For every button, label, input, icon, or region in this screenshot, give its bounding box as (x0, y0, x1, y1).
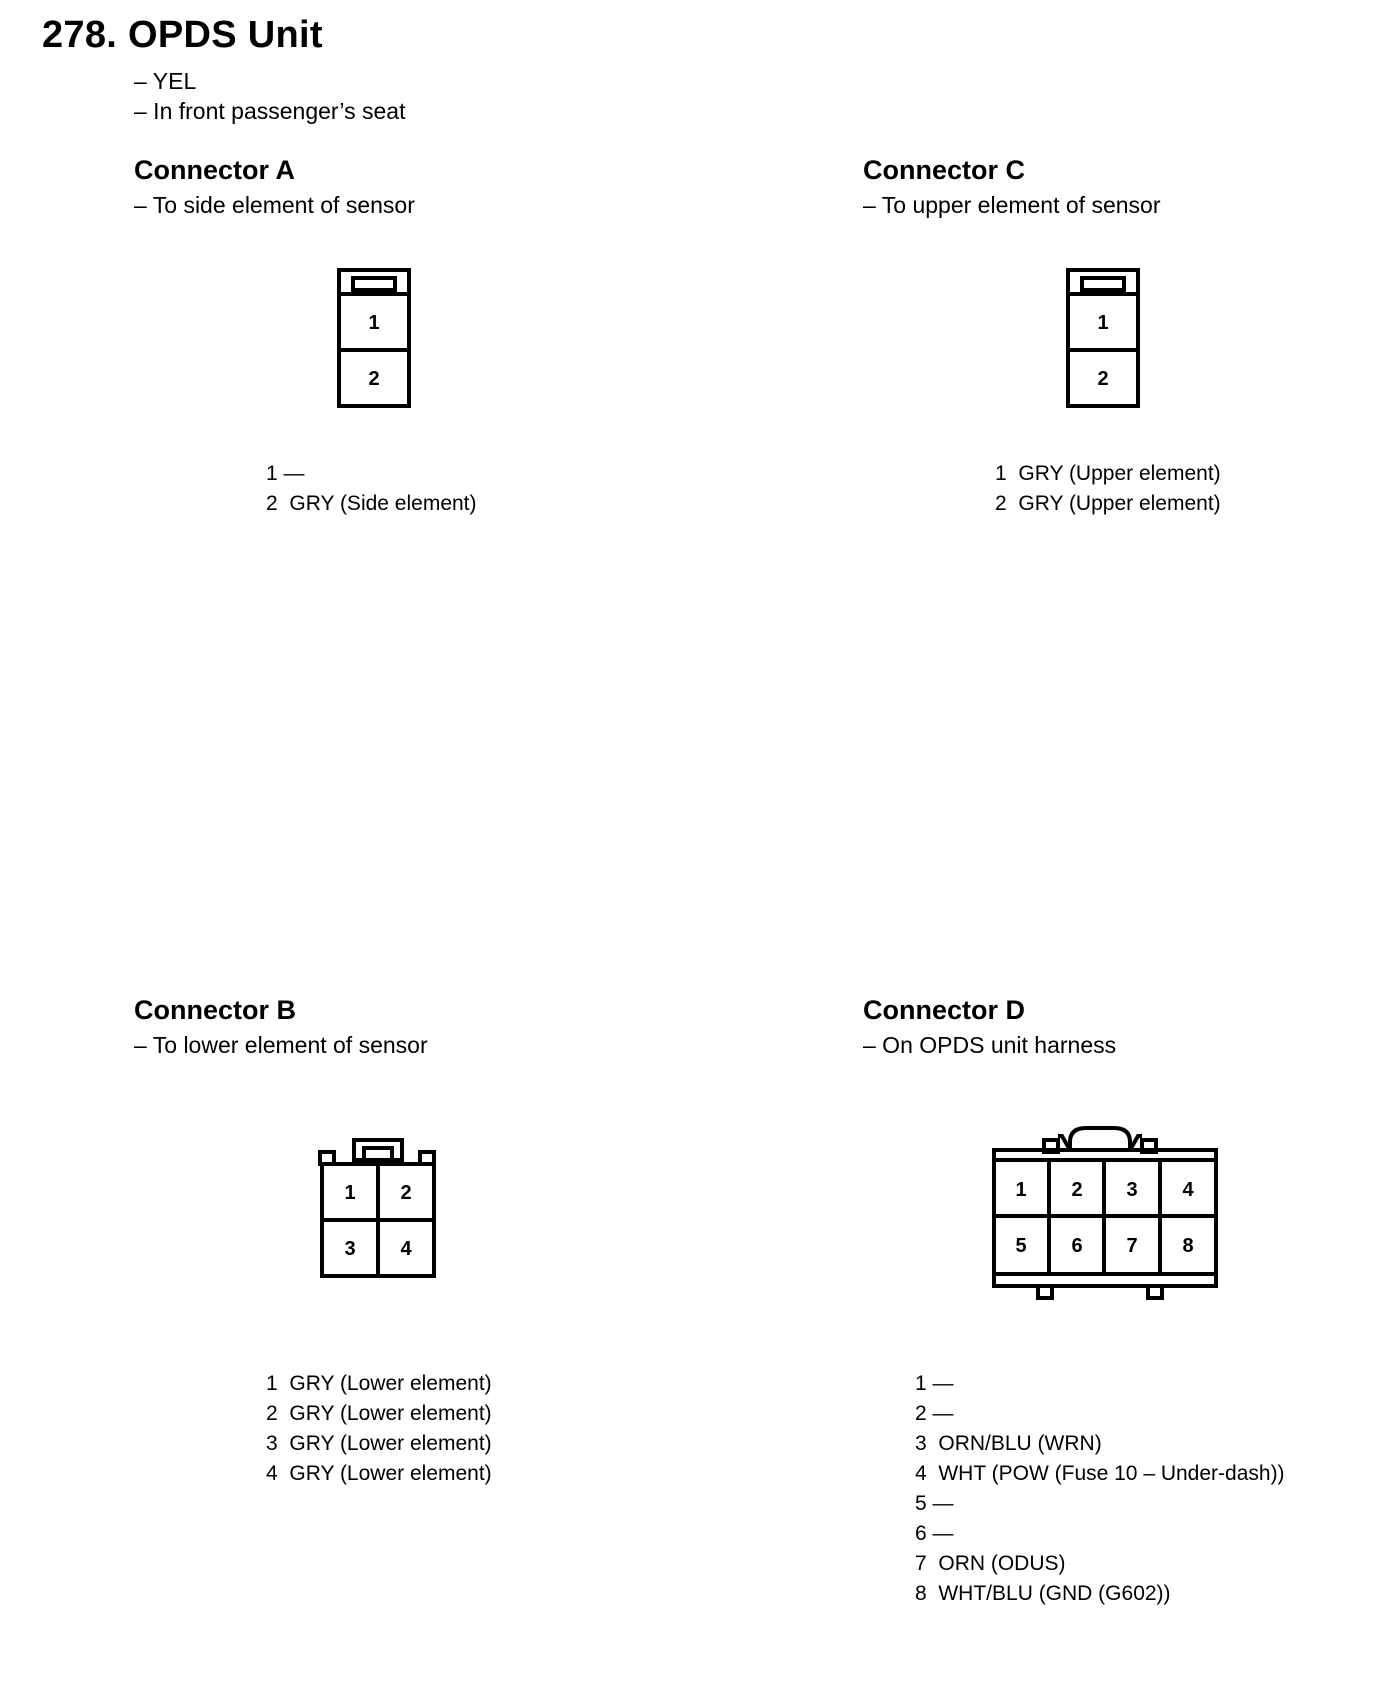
pin-row (266, 1369, 492, 1399)
pin-row (915, 1579, 1285, 1609)
pin-row (915, 1519, 1285, 1549)
pin-text: ORN/BLU (WRN) (938, 1432, 1102, 1455)
pin-text: GRY (Upper element) (1018, 462, 1221, 485)
pin-number: 1 (266, 1372, 278, 1395)
pin-number: 3 (266, 1432, 278, 1455)
subtitle-color: – YEL (134, 68, 197, 94)
pin-row (915, 1369, 1285, 1399)
cavity-label: 7 (1126, 1235, 1138, 1257)
subtitle (134, 66, 406, 126)
cavity-label: 1 (344, 1182, 356, 1204)
pin-number: 4 (915, 1462, 927, 1485)
pin-number: 1 (266, 462, 278, 485)
cavity-label: 4 (400, 1238, 412, 1260)
connector-a-description: – To side element of sensor (134, 192, 415, 218)
pin-number: 2 (266, 492, 278, 515)
cavity-label: 4 (1182, 1179, 1194, 1201)
pin-row (266, 1399, 492, 1429)
pin-text: GRY (Lower element) (289, 1432, 492, 1455)
pin-number: 5 (915, 1492, 927, 1515)
connector-a-title: Connector A (134, 155, 295, 185)
cavity-label: 2 (1071, 1179, 1083, 1201)
pin-text: ORN (ODUS) (938, 1552, 1066, 1575)
pin-number: 2 (915, 1402, 927, 1425)
pin-text: GRY (Lower element) (289, 1402, 492, 1425)
pin-number: 1 (995, 462, 1007, 485)
pin-number: 2 (995, 492, 1007, 515)
pin-number: 6 (915, 1522, 927, 1545)
pin-number: 7 (915, 1552, 927, 1575)
pin-text: — (932, 1522, 954, 1545)
cavity-label: 8 (1182, 1235, 1194, 1257)
pin-row (915, 1429, 1285, 1459)
pin-number: 1 (915, 1372, 927, 1395)
cavity-label: 6 (1071, 1235, 1083, 1257)
pin-text: GRY (Side element) (289, 492, 477, 515)
cavity-label: 2 (368, 368, 380, 390)
pin-row (266, 459, 477, 489)
pin-row (915, 1489, 1285, 1519)
connector-a-diagram (335, 266, 415, 412)
connector-d-pin-list (915, 1369, 1285, 1609)
pin-text: — (283, 462, 305, 485)
pin-text: — (932, 1492, 954, 1515)
connector-a-pin-list (266, 459, 477, 519)
pin-row (266, 489, 477, 519)
pin-text: WHT/BLU (GND (G602)) (938, 1582, 1171, 1605)
pin-row (915, 1549, 1285, 1579)
pin-number: 3 (915, 1432, 927, 1455)
pin-row (915, 1459, 1285, 1489)
pin-number: 2 (266, 1402, 278, 1425)
pin-text: GRY (Upper element) (1018, 492, 1221, 515)
cavity-label: 1 (1015, 1179, 1027, 1201)
cavity-label: 2 (1097, 368, 1109, 390)
pin-number: 8 (915, 1582, 927, 1605)
pin-row (995, 459, 1221, 489)
connector-d-diagram (990, 1116, 1220, 1300)
cavity-label: 5 (1015, 1235, 1027, 1257)
connector-c-description: – To upper element of sensor (863, 192, 1161, 218)
page-title: 278. OPDS Unit (42, 14, 323, 56)
pin-row (266, 1429, 492, 1459)
pin-row (266, 1459, 492, 1489)
connector-b-description: – To lower element of sensor (134, 1032, 428, 1058)
connector-d-description: – On OPDS unit harness (863, 1032, 1117, 1058)
cavity-label: 3 (344, 1238, 356, 1260)
cavity-label: 1 (1097, 312, 1109, 334)
connector-c-diagram (1064, 266, 1144, 412)
pin-text: — (932, 1372, 954, 1395)
cavity-label: 1 (368, 312, 380, 334)
cavity-label: 3 (1126, 1179, 1138, 1201)
connector-b-title: Connector B (134, 995, 296, 1025)
connector-c-title: Connector C (863, 155, 1025, 185)
pin-text: GRY (Lower element) (289, 1372, 492, 1395)
pin-number: 4 (266, 1462, 278, 1485)
connector-b-diagram (316, 1136, 440, 1282)
pin-text: WHT (POW (Fuse 10 – Under-dash)) (938, 1462, 1285, 1485)
pin-text: — (932, 1402, 954, 1425)
cavity-label: 2 (400, 1182, 412, 1204)
pin-text: GRY (Lower element) (289, 1462, 492, 1485)
connector-c-pin-list (995, 459, 1221, 519)
pin-row (915, 1399, 1285, 1429)
pin-row (995, 489, 1221, 519)
subtitle-location: – In front passenger’s seat (134, 98, 406, 124)
connector-d-title: Connector D (863, 995, 1025, 1025)
connector-b-pin-list (266, 1369, 492, 1489)
